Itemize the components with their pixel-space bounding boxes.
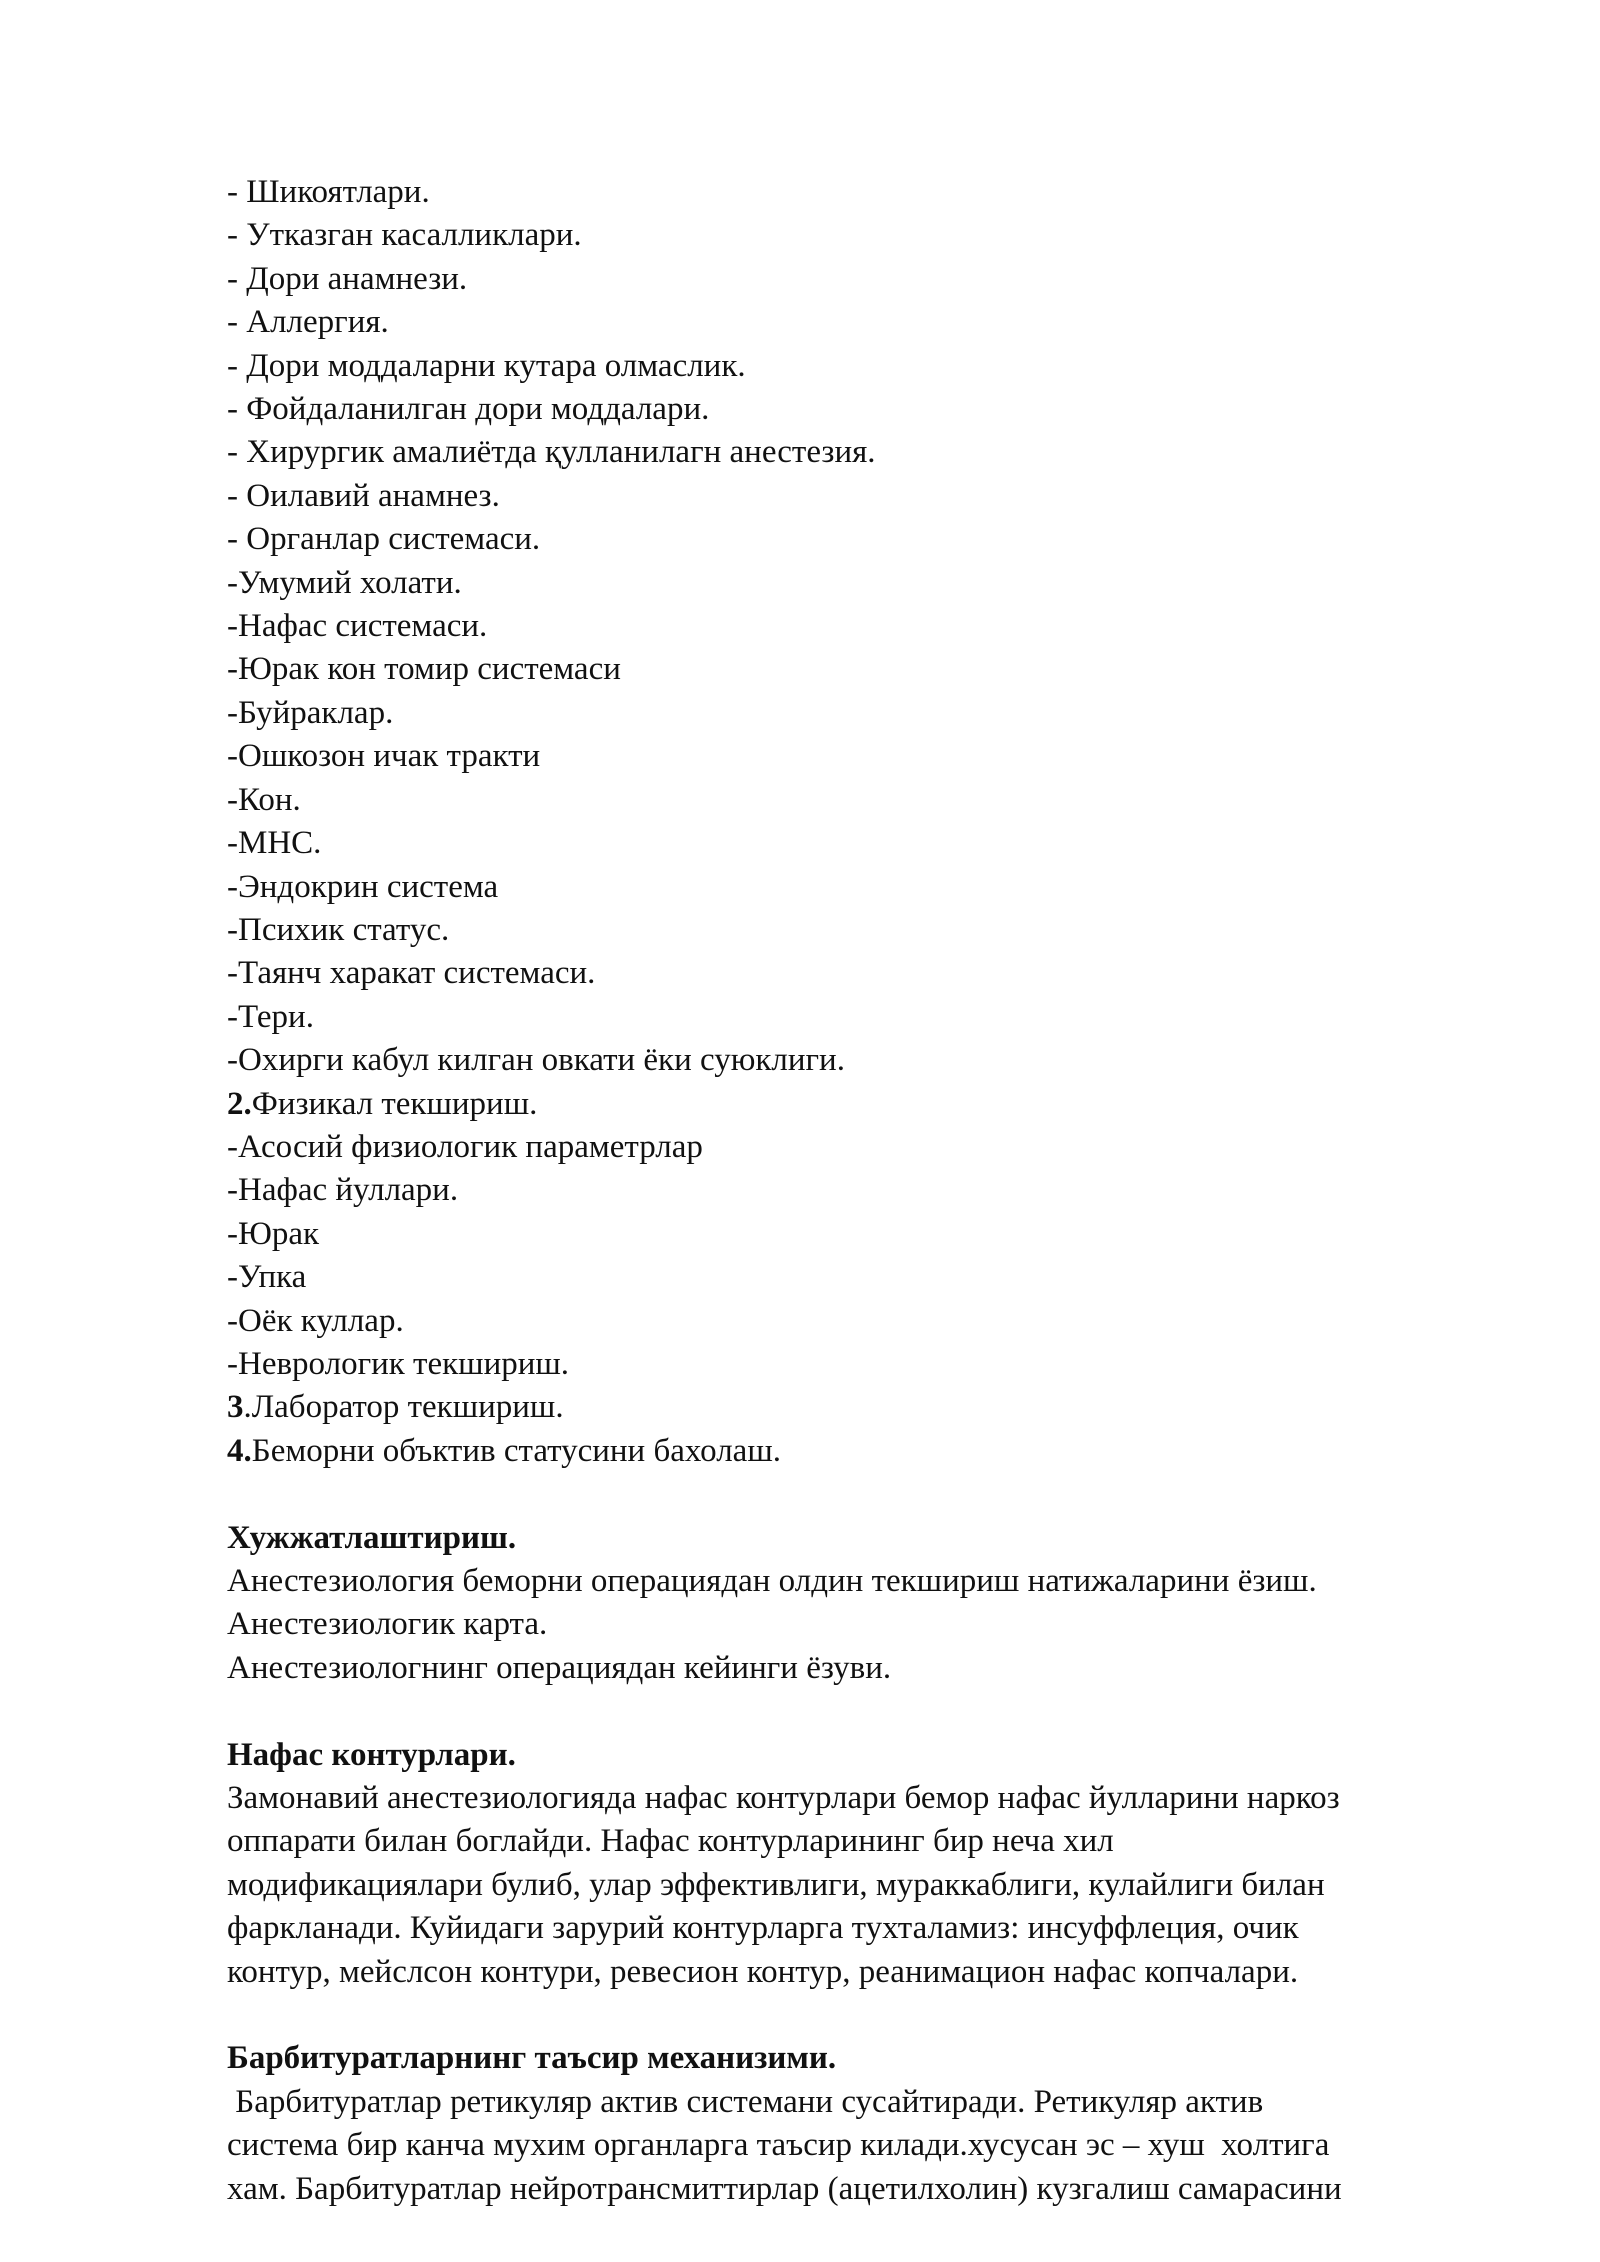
section-barbiturates bbox=[227, 2037, 1520, 2211]
list-item: - Дори моддаларни кутара олмаслик. bbox=[227, 347, 746, 384]
list-item: -Буйраклар. bbox=[227, 694, 394, 731]
exam-list bbox=[227, 1126, 1520, 1386]
paragraph-line: контур, мейслсон контури, ревесион контур, реанимацион нафас копчалари. bbox=[227, 1953, 1299, 1990]
step-text: .Лаборатор текшириш. bbox=[243, 1389, 564, 1426]
list-item: -Юрак bbox=[227, 1215, 320, 1252]
section-heading: Нафас контурлари. bbox=[227, 1736, 516, 1773]
paragraph-line: хам. Барбитуратлар нейротрансмиттирлар (ацетилхолин) кузгалиш самарасини bbox=[227, 2170, 1342, 2207]
paragraph-line: Анестезиологик карта. bbox=[227, 1606, 548, 1643]
list-item: - Шикоятлари. bbox=[227, 174, 430, 210]
step-number: 3 bbox=[227, 1389, 244, 1426]
list-item: -Нафас йуллари. bbox=[227, 1172, 459, 1209]
step-lab-exam bbox=[227, 1386, 1520, 1429]
section-documentation bbox=[227, 1517, 1520, 1691]
paragraph-line: Анестезиология беморни операциядан олдин текшириш натижаларини ёзиш. bbox=[227, 1562, 1317, 1599]
list-item: -Таянч харакат системаси. bbox=[227, 955, 596, 992]
list-item: -Психик статус. bbox=[227, 911, 450, 948]
spacer bbox=[227, 1473, 1520, 1516]
list-item: -Оёк куллар. bbox=[227, 1302, 404, 1339]
step-text: Беморни объктив статусини бахолаш. bbox=[251, 1432, 781, 1469]
section-heading: Барбитуратларнинг таъсир механизими. bbox=[227, 2040, 837, 2077]
paragraph-line: Барбитуратлар ретикуляр актив системани сусайтиради. Ретикуляр актив bbox=[227, 2083, 1264, 2120]
list-item: - Фойдаланилган дори моддалари. bbox=[227, 391, 710, 428]
paragraph-line: Анестезиологнинг операциядан кейинги ёзуви. bbox=[227, 1649, 892, 1686]
list-item: -Эндокрин система bbox=[227, 868, 499, 905]
history-list bbox=[227, 171, 1520, 1083]
list-item: -Упка bbox=[227, 1259, 307, 1296]
list-item: - Хирургик амалиётда қулланилагн анестезия. bbox=[227, 434, 876, 471]
spacer bbox=[227, 1994, 1520, 2037]
list-item: -Ошкозон ичак тракти bbox=[227, 738, 541, 775]
list-item: -Асосий физиологик параметрлар bbox=[227, 1128, 703, 1165]
list-item: -Умумий холати. bbox=[227, 564, 462, 601]
list-item: -Кон. bbox=[227, 781, 301, 818]
list-item: -Тери. bbox=[227, 998, 314, 1035]
list-item: -МНС. bbox=[227, 825, 322, 862]
list-item: -Юрак кон томир системаси bbox=[227, 651, 621, 688]
list-item: - Утказган касалликлари. bbox=[227, 217, 582, 254]
list-item: - Аллергия. bbox=[227, 304, 389, 341]
list-item: - Оилавий анамнез. bbox=[227, 477, 500, 514]
step-number: 4. bbox=[227, 1432, 252, 1469]
paragraph-line: оппарати билан боглайди. Нафас контурларининг бир неча хил bbox=[227, 1823, 1114, 1860]
list-item: -Неврологик текшириш. bbox=[227, 1345, 570, 1382]
step-number: 2. bbox=[227, 1085, 252, 1122]
paragraph-line: Замонавий анестезиологияда нафас контурлари бемор нафас йулларини наркоз bbox=[227, 1780, 1340, 1816]
list-item: - Дори анамнези. bbox=[227, 260, 468, 297]
list-item: - Органлар системаси. bbox=[227, 521, 541, 558]
step-status-assessment bbox=[227, 1430, 1520, 1473]
step-physical-exam bbox=[227, 1083, 1520, 1126]
section-heading: Хужжатлаштириш. bbox=[227, 1519, 517, 1556]
paragraph-line: модификациялари булиб, улар эффективлиги, мураккаблиги, кулайлиги билан bbox=[227, 1866, 1325, 1903]
section-breathing-circuits bbox=[227, 1734, 1520, 1994]
spacer bbox=[227, 1690, 1520, 1733]
list-item: -Нафас системаси. bbox=[227, 608, 488, 645]
paragraph-line: система бир канча мухим органларга таъсир килади.хусусан эс – хуш холтига bbox=[227, 2127, 1330, 2164]
step-text: Физикал текшириш. bbox=[251, 1085, 538, 1122]
paragraph-line: фаркланади. Куйидаги зарурий контурларга тухталамиз: инсуффлеция, очик bbox=[227, 1910, 1299, 1947]
list-item: -Охирги кабул килган овкати ёки суюклиги. bbox=[227, 1042, 845, 1079]
